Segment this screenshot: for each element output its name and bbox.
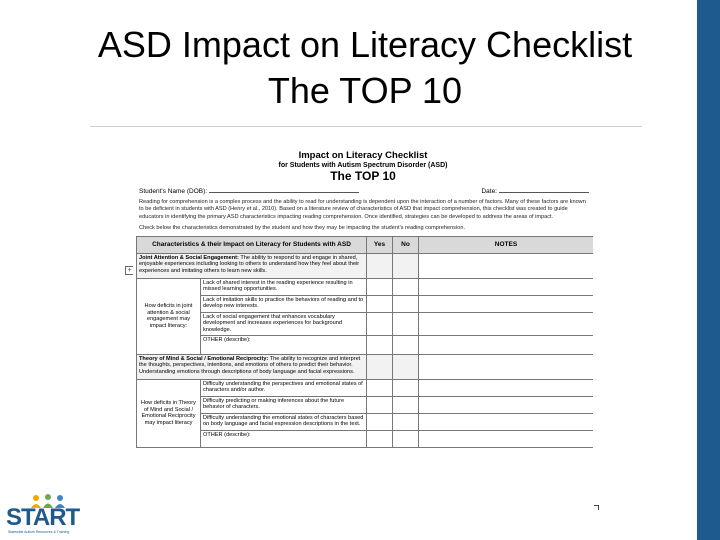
section-2-no [393,354,419,379]
checkbox-yes[interactable] [367,379,393,396]
doc-fields [139,186,589,195]
date-label: Date: [481,188,497,195]
slide-title-line-2: The TOP 10 [267,70,463,111]
section-2-side-label: How deficits in Theory of Mind and Social / Emotional Reciprocity may impact literacy [137,379,201,447]
notes-cell[interactable] [419,413,594,430]
doc-intro: Reading for comprehension is a complex process and the ability to read for understanding is dependent upon the interaction of a number of factors. Many of these factors are known to be deficient in students with ASD (Henry et al., 2010). Based on a literature review of characteristics of ASD that impact comprehension, this checklist was created to guide educators in identifying the primary ASD characteristics impacting reading comprehension. Once identified, strategies can be developed to address the areas of impact. [139,199,586,220]
section-1-no [393,253,419,278]
section-1-desc: The ability to respond to and engage in shared, enjoyable experiences including looking to others to understand how they feel about their experiences and imitating others to learn new skills. [139,254,360,275]
doc-top10: The TOP 10 [330,169,396,183]
section-2-desc: The ability to recognize and interpret the thoughts, perspectives, intentions, and emotions of others to predict their behavior. Understanding emotions through descriptions of body language and facial expressions. [139,355,361,375]
date-blank [499,186,589,193]
col-characteristics: Characteristics & their Impact on Literacy for Students with ASD [137,236,367,253]
section-header-row [137,253,594,278]
checkbox-yes[interactable] [367,413,393,430]
student-name-label: Student's Name (DOB): [139,188,208,195]
checkbox-no[interactable] [393,278,419,295]
start-logo [6,494,80,538]
checkbox-no[interactable] [393,295,419,312]
checkbox-no[interactable] [393,335,419,354]
table-row [137,278,594,295]
section-1-item-3: Lack of social engagement that enhances vocabulary development and increases experiences for background knowledge. [201,312,367,335]
doc-subheading: for Students with Autism Spectrum Disorder (ASD) [278,162,448,169]
notes-cell[interactable] [419,396,594,413]
logo-subtitle: Statewide Autism Resources & Training [8,530,70,534]
section-1-yes [367,253,393,278]
slide-title-line-1: ASD Impact on Literacy Checklist [97,24,633,65]
doc-heading: Impact on Literacy Checklist [298,150,428,161]
notes-cell[interactable] [419,379,594,396]
section-2-notes [419,354,594,379]
section-1-item-2: Lack of imitation skills to practice the behaviors of reading and to develop new interests. [201,295,367,312]
checkbox-no[interactable] [393,396,419,413]
accent-side-bar [697,0,720,540]
checklist-table [136,236,593,448]
checkbox-yes[interactable] [367,335,393,354]
plus-icon[interactable]: + [125,266,134,275]
table-row [137,312,594,335]
section-2-item-2: Difficulty predicting or making inferences about the future behavior of characters. [201,396,367,413]
checkbox-no[interactable] [393,430,419,447]
student-name-blank [209,186,359,193]
table-row [137,335,594,354]
section-1-item-1: Lack of shared interest in the reading experience resulting in missed learning opportunities. [201,278,367,295]
checkbox-yes[interactable] [367,295,393,312]
col-notes: NOTES [419,236,594,253]
section-2-yes [367,354,393,379]
checkbox-no[interactable] [393,379,419,396]
table-row [137,430,594,447]
section-1-side-label: How deficits in joint attention & social engagement may impact literacy: [137,278,201,354]
checkbox-no[interactable] [393,413,419,430]
notes-cell[interactable] [419,335,594,354]
section-2-item-1: Difficulty understanding the perspectives and emotional states of characters and/or author. [201,379,367,396]
checkbox-no[interactable] [393,312,419,335]
title-divider [90,126,642,127]
table-row [137,379,594,396]
section-1-header [137,253,367,278]
slide-title [40,22,690,114]
notes-cell[interactable] [419,430,594,447]
date-field [481,186,589,195]
checkbox-yes[interactable] [367,278,393,295]
logo-wordmark: START [6,504,80,531]
table-row [137,295,594,312]
checklist-document-image [133,148,593,506]
section-2-item-4: OTHER (describe): [201,430,367,447]
section-2-item-3: Difficulty understanding the emotional states of characters based on body language and facial expression descriptions in the text. [201,413,367,430]
corner-marker-icon [594,505,599,510]
notes-cell[interactable] [419,295,594,312]
section-2-header [137,354,367,379]
doc-instructions: Check below the characteristics demonstrated by the student and how they may be impacting the student's reading comprehension. [139,224,465,231]
section-header-row [137,354,594,379]
section-1-notes [419,253,594,278]
section-1-item-4: OTHER (describe): [201,335,367,354]
table-row [137,413,594,430]
checkbox-yes[interactable] [367,396,393,413]
col-no: No [393,236,419,253]
table-header-row [137,236,594,253]
section-2-title: Theory of Mind & Social / Emotional Reciprocity: [139,355,269,362]
checkbox-yes[interactable] [367,430,393,447]
table-row [137,396,594,413]
notes-cell[interactable] [419,278,594,295]
student-name-field [139,186,359,195]
notes-cell[interactable] [419,312,594,335]
section-1-title: Joint Attention & Social Engagement: [139,254,239,261]
col-yes: Yes [367,236,393,253]
checkbox-yes[interactable] [367,312,393,335]
